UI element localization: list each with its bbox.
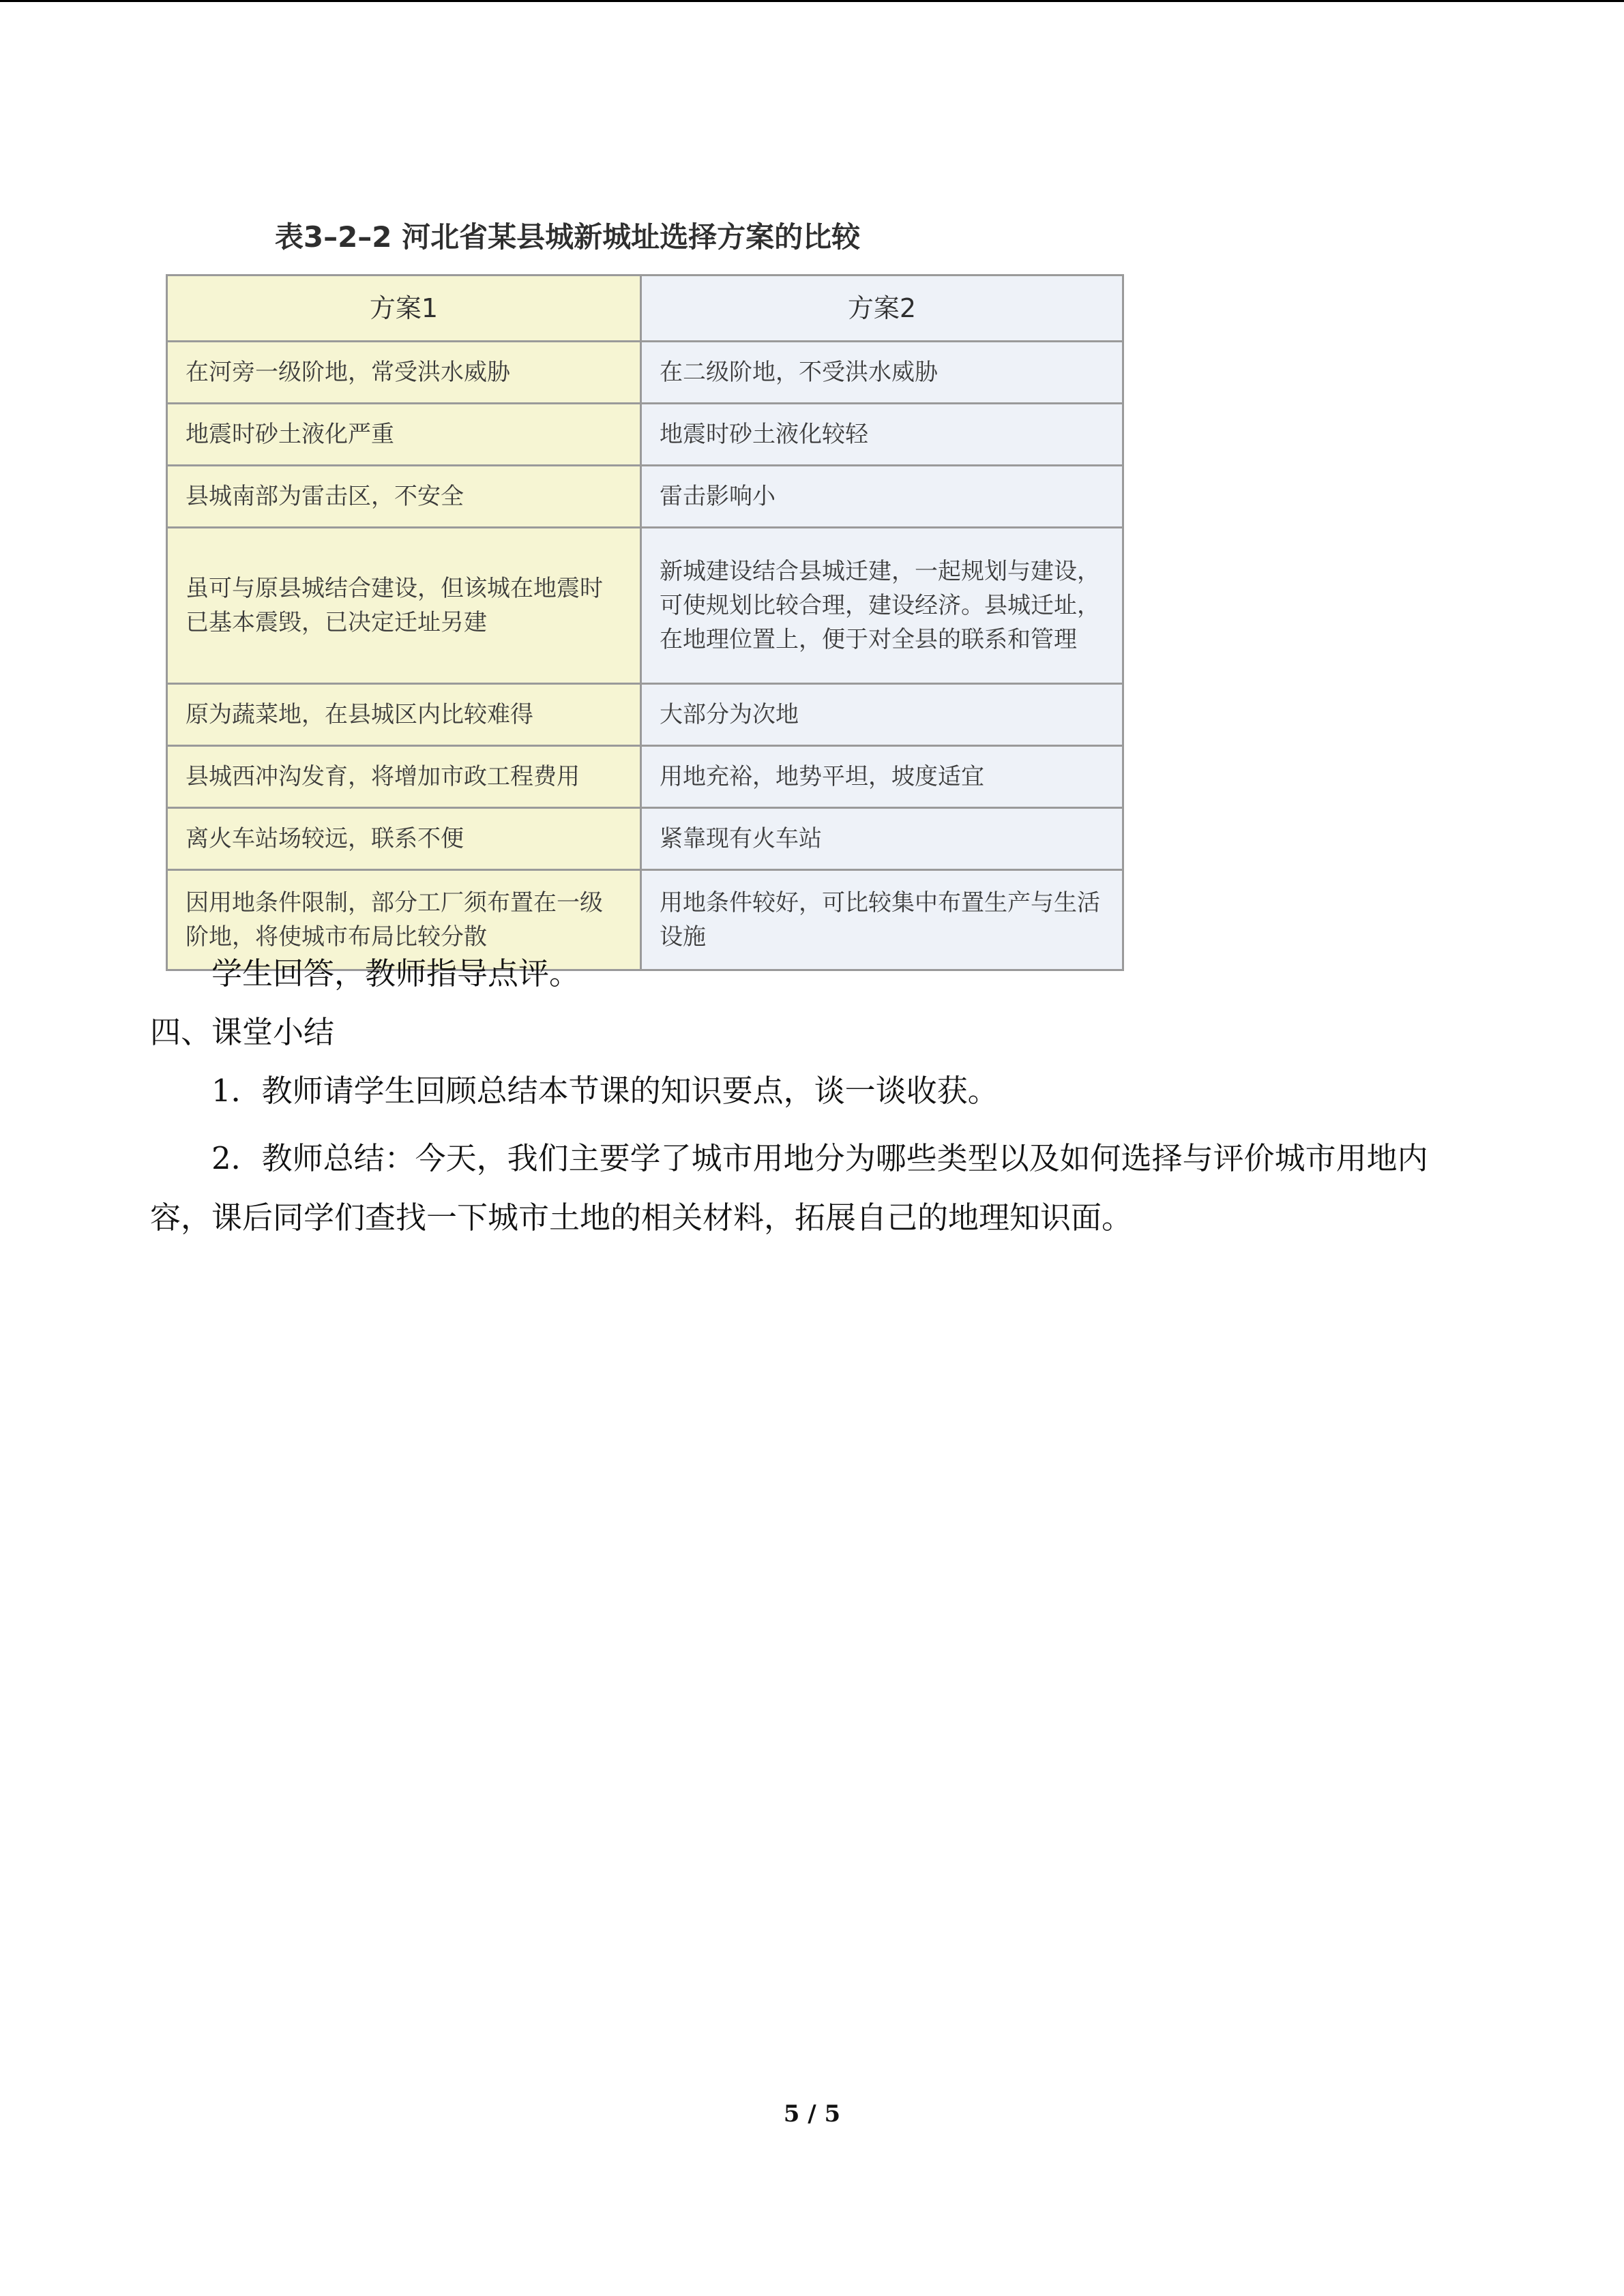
table-row — [167, 528, 1123, 684]
plan-1-cell: 虽可与原县城结合建设，但该城在地震时已基本震毁，已决定迁址另建 — [167, 528, 641, 684]
table-row — [167, 466, 1123, 528]
plan-2-cell: 在二级阶地，不受洪水威胁 — [641, 342, 1123, 404]
table-row — [167, 808, 1123, 870]
page-number: 5 / 5 — [783, 2100, 841, 2128]
plan-2-cell: 大部分为次地 — [641, 684, 1123, 746]
summary-item-1: 1．教师请学生回顾总结本节课的知识要点，谈一谈收获。 — [211, 1073, 999, 1109]
summary-item-2: 2．教师总结：今天，我们主要学了城市用地分为哪些类型以及如何选择与评价城市用地内容，课后同学们查找一下城市土地的相关材料，拓展自己的地理知识面。 — [150, 1140, 1428, 1236]
header-plan-1: 方案1 — [167, 275, 641, 342]
top-border-line — [0, 0, 1624, 2]
comparison-table — [166, 274, 1124, 971]
plan-1-cell: 县城南部为雷击区，不安全 — [167, 466, 641, 528]
plan-1-cell: 地震时砂土液化严重 — [167, 404, 641, 466]
plan-1-cell: 因用地条件限制，部分工厂须布置在一级阶地，将使城市布局比较分散 — [167, 870, 641, 970]
plan-1-cell: 离火车站场较远，联系不便 — [167, 808, 641, 870]
table-row — [167, 746, 1123, 808]
table-row — [167, 404, 1123, 466]
plan-2-cell: 用地条件较好，可比较集中布置生产与生活设施 — [641, 870, 1123, 970]
plan-2-cell: 紧靠现有火车站 — [641, 808, 1123, 870]
plan-1-cell: 原为蔬菜地，在县城区内比较难得 — [167, 684, 641, 746]
plan-2-cell: 用地充裕，地势平坦，坡度适宜 — [641, 746, 1123, 808]
table-title: 表3–2–2 河北省某县城新城址选择方案的比较 — [274, 220, 861, 254]
plan-1-cell: 县城西冲沟发育，将增加市政工程费用 — [167, 746, 641, 808]
table-header-row — [167, 275, 1123, 342]
plan-2-cell: 新城建设结合县城迁建，一起规划与建设，可使规划比较合理，建设经济。县城迁址，在地理位置上，便于对全县的联系和管理 — [641, 528, 1123, 684]
table-row — [167, 684, 1123, 746]
plan-1-cell: 在河旁一级阶地，常受洪水威胁 — [167, 342, 641, 404]
plan-2-cell: 雷击影响小 — [641, 466, 1123, 528]
student-answer-paragraph: 学生回答，教师指导点评。 — [211, 955, 580, 992]
section-heading-summary: 四、课堂小结 — [150, 1014, 335, 1050]
header-plan-2: 方案2 — [641, 275, 1123, 342]
table-row — [167, 342, 1123, 404]
plan-2-cell: 地震时砂土液化较轻 — [641, 404, 1123, 466]
